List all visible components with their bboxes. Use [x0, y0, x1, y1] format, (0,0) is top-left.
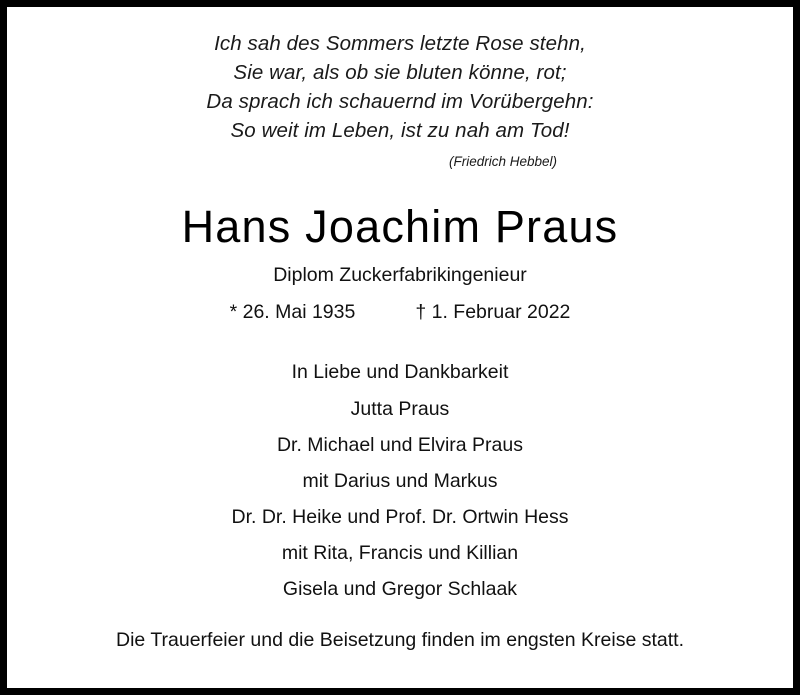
poem-line-4: So weit im Leben, ist zu nah am Tod!: [230, 119, 570, 143]
poem-block: [206, 29, 593, 145]
deceased-name: Hans Joachim Praus: [181, 201, 619, 253]
mourner-name-3: mit Darius und Markus: [302, 469, 498, 492]
mourning-intro: In Liebe und Dankbarkeit: [291, 361, 509, 384]
mourner-name-2: Dr. Michael und Elvira Praus: [276, 433, 523, 456]
poem-author: (Friedrich Hebbel): [448, 154, 557, 170]
mourners-block: [231, 354, 568, 606]
deceased-profession: Diplom Zuckerfabrikingenieur: [273, 264, 527, 287]
mourner-name-1: Jutta Praus: [350, 397, 450, 420]
birth-date: * 26. Mai 1935: [229, 301, 356, 324]
mourner-name-6: Gisela und Gregor Schlaak: [282, 577, 518, 600]
mourner-name-5: mit Rita, Francis und Killian: [281, 541, 519, 564]
poem-line-2: Sie war, als ob sie bluten könne, rot;: [233, 61, 567, 85]
death-date: † 1. Februar 2022: [415, 301, 571, 324]
deceased-dates: [230, 301, 571, 324]
poem-line-1: Ich sah des Sommers letzte Rose stehn,: [214, 32, 586, 55]
poem-line-3: Da sprach ich schauernd im Vorübergehn:: [206, 90, 594, 114]
closing-note: Die Trauerfeier und die Beisetzung finden im engsten Kreise statt.: [116, 628, 684, 651]
mourner-name-4: Dr. Dr. Heike und Prof. Dr. Ortwin Hess: [231, 505, 569, 528]
